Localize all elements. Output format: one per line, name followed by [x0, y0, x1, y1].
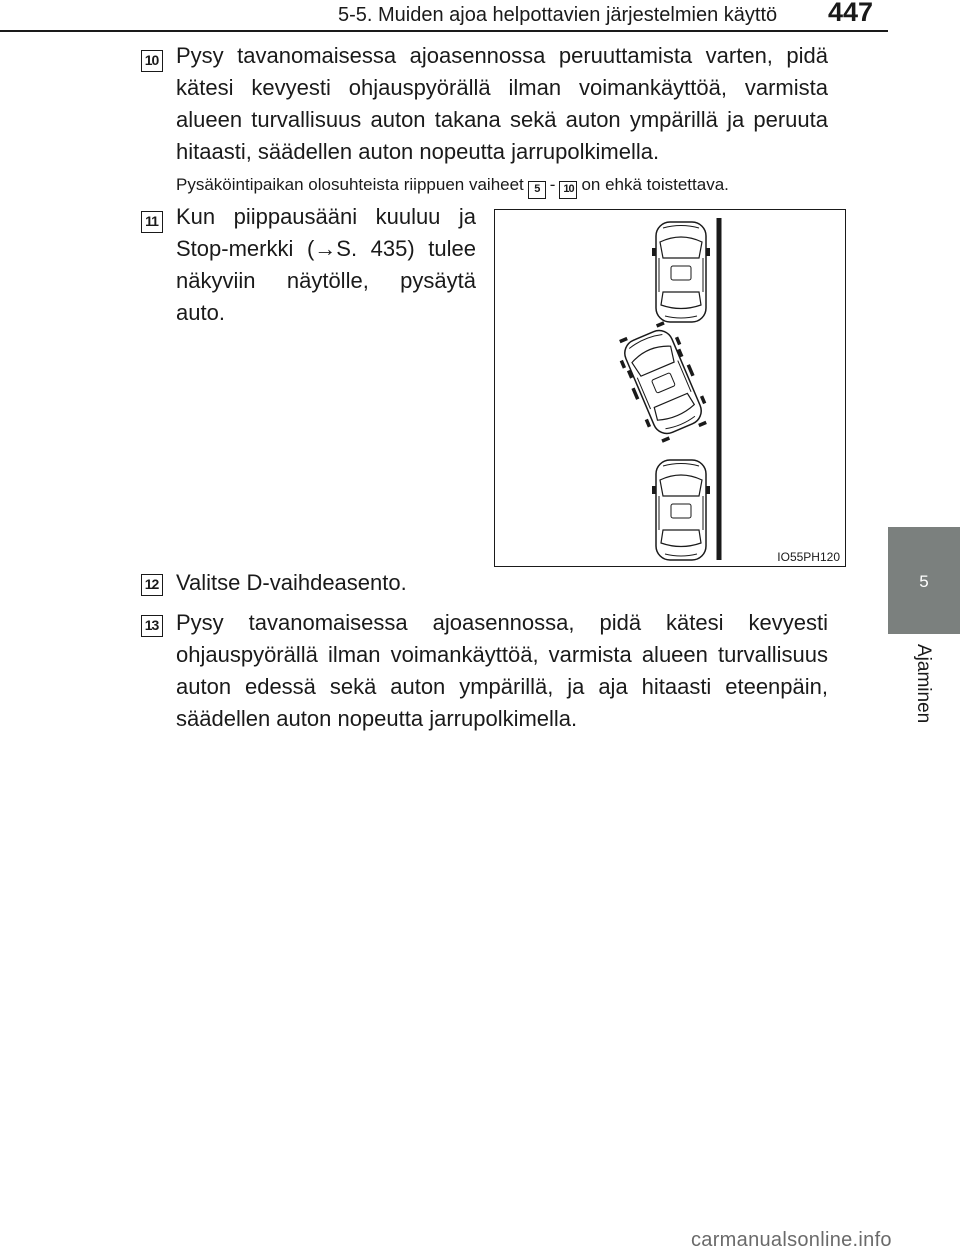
parked-car-rear	[652, 460, 710, 560]
note-badge-step-10: 10	[559, 181, 577, 199]
step-text-10: Pysy tavanomaisessa ajoasennossa peruuttamista varten, pidä kätesi kevyesti ohjauspyörällä ilman voimankäyttöä, varmista alueen turvallisuus auton takana sekä auton ympärillä ja peruuta hitaasti, säädellen auton nopeutta jarrupolkimella.	[176, 43, 828, 164]
reversing-car	[614, 321, 711, 444]
step-badge-13: 13	[141, 615, 163, 637]
watermark: carmanualsonline.info	[691, 1229, 892, 1251]
step-text-12: Valitse D-vaihdeasento.	[176, 570, 407, 595]
step-text-13: Pysy tavanomaisessa ajoasennossa, pidä kätesi kevyesti ohjauspyörällä ilman voimankäyttöä, varmista alueen turvallisuus auton edessä sekä auton ympärillä, ja aja hitaasti eteenpäin, säädellen auton nopeutta jarrupolkimella.	[176, 610, 828, 731]
step-badge-10: 10	[141, 50, 163, 72]
page-number: 447	[828, 0, 874, 27]
step-text-11: Kun piippausääni kuuluu ja Stop-merkki (→S. 435) tulee näkyviin näytölle, pysäytä auto.	[176, 204, 476, 325]
note-dash: -	[549, 175, 556, 194]
chapter-tab	[888, 527, 960, 634]
parking-illustration	[494, 209, 846, 567]
step-badge-12: 12	[141, 574, 163, 596]
step-note	[176, 174, 729, 199]
chapter-label: Ajaminen	[913, 644, 934, 724]
note-text-after: on ehkä toistettava.	[581, 175, 729, 194]
section-title: 5-5. Muiden ajoa helpottavien järjestelmien käyttö	[338, 4, 778, 26]
figure-code: IO55PH120	[777, 550, 840, 564]
parked-car-front	[652, 222, 710, 322]
note-text-before: Pysäköintipaikan olosuhteista riippuen vaiheet	[176, 175, 524, 194]
note-badge-step-5: 5	[528, 181, 546, 199]
page-header	[0, 0, 888, 32]
step-badge-11: 11	[141, 211, 163, 233]
chapter-number: 5	[919, 572, 929, 591]
parking-diagram	[495, 210, 847, 568]
